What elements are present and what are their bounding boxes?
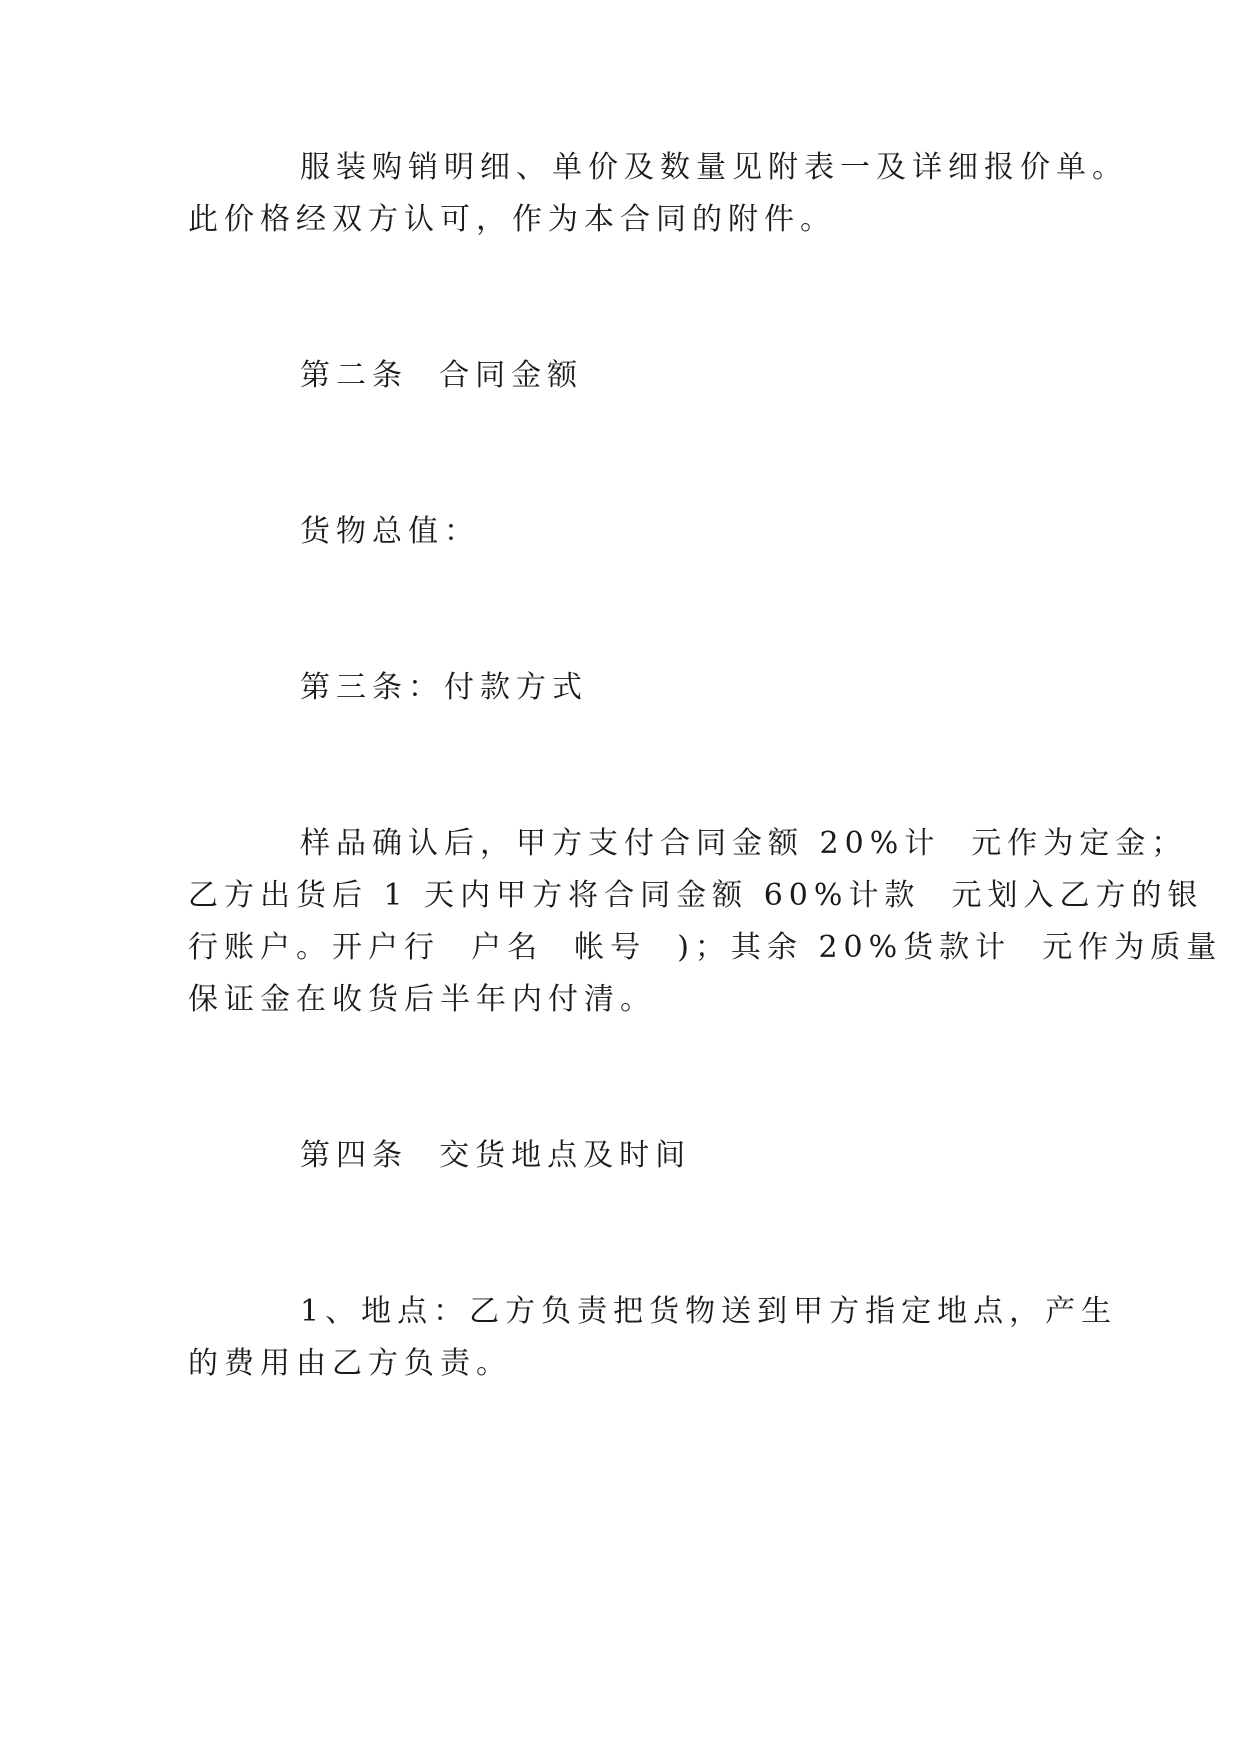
paragraph-line: 行账户。开户行 户名 帐号 )；其余 20%货款计 元作为质量 — [188, 930, 1223, 965]
paragraph-line: 保证金在收货后半年内付清。 — [188, 982, 656, 1017]
paragraph-line: 乙方出货后 1 天内甲方将合同金额 60%计款 元划入乙方的银 — [188, 878, 1204, 913]
article-heading: 第三条：付款方式 — [300, 670, 588, 705]
paragraph-line: 样品确认后，甲方支付合同金额 20%计 元作为定金； — [300, 826, 1188, 861]
paragraph-line: 的费用由乙方负责。 — [188, 1346, 512, 1381]
paragraph-line: 1、地点：乙方负责把货物送到甲方指定地点，产生 — [300, 1294, 1118, 1329]
article-heading: 第二条 合同金额 — [300, 358, 584, 393]
paragraph-line: 服装购销明细、单价及数量见附表一及详细报价单。 — [300, 150, 1128, 185]
article-heading: 第四条 交货地点及时间 — [300, 1138, 692, 1173]
paragraph-line: 此价格经双方认可，作为本合同的附件。 — [188, 202, 836, 237]
goods-total-label: 货物总值： — [300, 514, 480, 549]
